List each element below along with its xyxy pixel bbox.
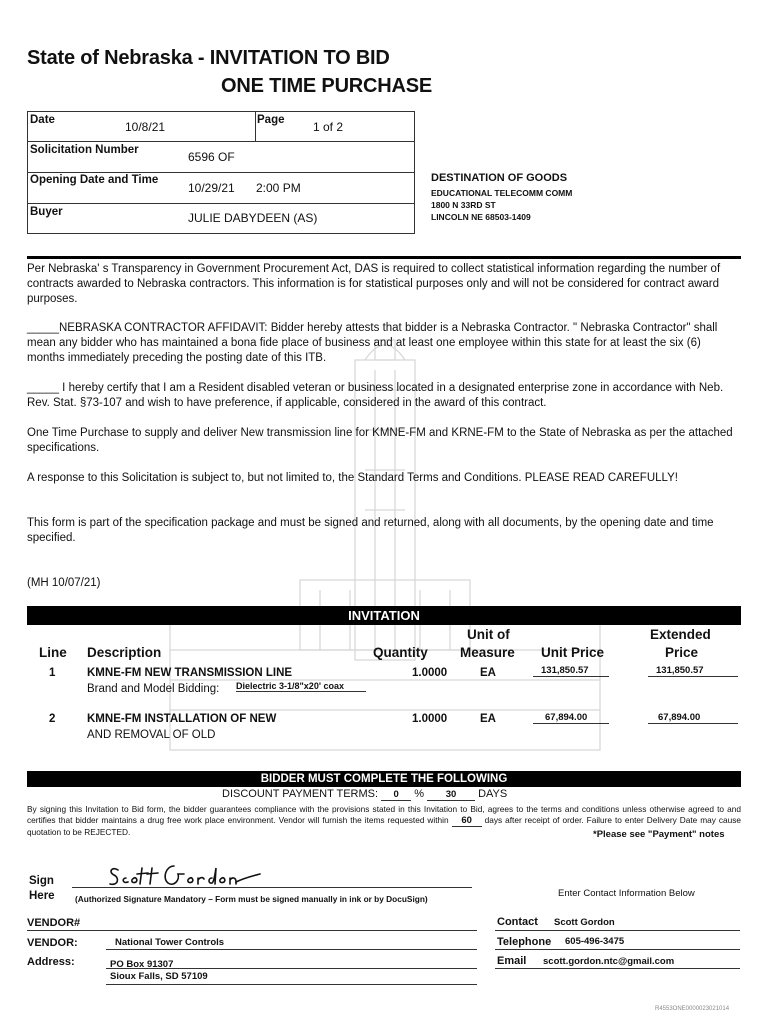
contact-label: Contact (497, 916, 538, 928)
address-label: Address: (27, 956, 75, 968)
page-value: 1 of 2 (313, 120, 344, 134)
contact-value[interactable]: Scott Gordon (554, 917, 615, 928)
section-divider (27, 256, 741, 259)
address-line1[interactable]: PO Box 91307 (110, 959, 174, 970)
nebraska-contractor-affidavit: _____NEBRASKA CONTRACTOR AFFIDAVIT: Bidder hereby attests that bidder is a Nebraska Contractor. " Nebraska Contractor" shall mean any bidder who has maintained a bona fide place of business and at least one employee within this state for at least the six (6) months immediately preceding the posting date of this ITB. (27, 322, 718, 364)
address-line (106, 968, 477, 969)
buyer-value: JULIE DABYDEEN (AS) (188, 211, 318, 225)
item-quantity: 1.0000 (412, 667, 448, 679)
sign-here-label (29, 874, 55, 904)
vendor-number-line[interactable] (27, 930, 477, 931)
vendor-label: VENDOR: (27, 937, 78, 949)
col-quantity-header: Quantity (373, 645, 428, 660)
page-label: Page (257, 114, 285, 126)
discount-label: DISCOUNT PAYMENT TERMS: (222, 788, 379, 800)
telephone-line (495, 949, 740, 950)
date-label: Date (30, 114, 55, 126)
address-line2[interactable]: Sioux Falls, SD 57109 (110, 971, 208, 982)
opening-date-value: 10/29/21 (188, 181, 235, 195)
signature-line (72, 887, 472, 888)
email-value[interactable]: scott.gordon.ntc@gmail.com (543, 956, 675, 967)
days-label: DAYS (478, 788, 508, 800)
buyer-label: Buyer (30, 206, 63, 218)
statement-text: By signing this Invitation to Bid form, the bidder guarantees compliance with the provisions stated in this Invitation to Bid, agrees to the terms and conditions unless otherwise agreed to and certifies that bidder maintains a drug free work place environment. Vendor will furnish the items requested within (27, 804, 741, 825)
vendor-number-label: VENDOR# (27, 917, 81, 929)
payment-note: *Please see "Payment" notes (593, 829, 725, 840)
col-line-header: Line (39, 645, 67, 660)
transparency-paragraph: Per Nebraska' s Transparency in Government Procurement Act, DAS is required to collect statistical information regarding the number of contracts awarded to Nebraska contractors. This information is for statistical purposes only and will not be considered for contract award purposes. (27, 263, 721, 305)
date-value: 10/8/21 (125, 120, 166, 134)
solicitation-number-value: 6596 OF (188, 150, 235, 164)
invitation-bar: INVITATION (27, 606, 741, 625)
item-line-number: 2 (49, 713, 56, 725)
document-title-line1: State of Nebraska - INVITATION TO BID (27, 47, 390, 69)
destination-line3: LINCOLN NE 68503-1409 (431, 212, 531, 222)
statement-text-end: days after receipt of order. Failure to enter Delivery Date may cause quotation to be REJECTED. (27, 815, 742, 837)
item-extended-price[interactable]: 67,894.00 (648, 712, 738, 724)
item-quantity: 1.0000 (412, 713, 448, 725)
contact-instructions: Enter Contact Information Below (558, 888, 695, 899)
vendor-value[interactable]: National Tower Controls (115, 937, 225, 948)
destination-block (431, 172, 572, 222)
email-line (495, 968, 740, 969)
address-line-2 (106, 984, 477, 985)
item-description-line2: AND REMOVAL OF OLD (87, 729, 216, 741)
item-unit-price[interactable]: 131,850.57 (533, 665, 609, 677)
col-description-header: Description (87, 645, 162, 660)
percent-sign: % (414, 788, 424, 800)
signature-image[interactable] (104, 860, 264, 890)
signature-note: (Authorized Signature Mandatory – Form must be signed manually in ink or by DocuSign) (75, 894, 428, 904)
opening-time-value: 2:00 PM (256, 181, 301, 195)
item-extended-price[interactable]: 131,850.57 (648, 665, 738, 677)
item-unit: EA (480, 667, 496, 679)
item-line-number: 1 (49, 667, 56, 679)
col-extended-header-2: Price (665, 645, 699, 660)
item-unit-price[interactable]: 67,894.00 (533, 712, 609, 724)
telephone-label: Telephone (497, 936, 552, 948)
contact-line (495, 930, 740, 931)
discount-terms (222, 788, 507, 801)
item-brand-label: Brand and Model Bidding: (87, 683, 220, 695)
telephone-value[interactable]: 605-496-3475 (565, 936, 625, 947)
col-unit-header-1: Unit of (467, 627, 510, 642)
item-brand-value[interactable]: Dielectric 3-1/8"x20' coax (236, 681, 366, 692)
item-description: KMNE-FM NEW TRANSMISSION LINE (87, 667, 293, 679)
here-label: Here (29, 890, 55, 902)
destination-heading: DESTINATION OF GOODS (431, 172, 568, 184)
veteran-certification: _____ I hereby certify that I am a Resident disabled veteran or business located in a designated enterprise zone in accordance with Neb. Rev. Stat. §73-107 and wish to have preference, if applicable, considered in the award of this contract. (27, 382, 724, 409)
form-revision: (MH 10/07/21) (27, 577, 101, 589)
sign-label: Sign (29, 875, 54, 887)
document-title-line2: ONE TIME PURCHASE (221, 75, 433, 97)
terms-notice: A response to this Solicitation is subject to, but not limited to, the Standard Terms and Conditions. PLEASE READ CAREFULLY! (27, 472, 678, 484)
discount-days-field[interactable]: 30 (427, 789, 475, 801)
col-unit-header-2: Measure (460, 645, 515, 660)
purchase-description: One Time Purchase to supply and deliver New transmission line for KMNE-FM and KRNE-FM to the State of Nebraska as per the attached specifications. (27, 427, 733, 454)
col-extended-header-1: Extended (650, 627, 711, 642)
bidder-bar: BIDDER MUST COMPLETE THE FOLLOWING (27, 771, 741, 787)
footer-code: R4553ONE0000023021014 (655, 1006, 730, 1012)
delivery-days-field[interactable]: 60 (452, 815, 482, 827)
signing-notice: This form is part of the specification package and must be signed and returned, along with all documents, by the opening date and time specified. (27, 517, 714, 544)
destination-line2: 1800 N 33RD ST (431, 200, 496, 210)
discount-percent-field[interactable]: 0 (381, 789, 411, 801)
item-unit: EA (480, 713, 496, 725)
opening-date-label: Opening Date and Time (30, 174, 159, 186)
solicitation-info-table (27, 111, 415, 234)
destination-line1: EDUCATIONAL TELECOMM COMM (431, 188, 573, 198)
col-unit-price-header: Unit Price (541, 645, 605, 660)
email-label: Email (497, 955, 527, 967)
solicitation-number-label: Solicitation Number (30, 144, 139, 156)
item-description: KMNE-FM INSTALLATION OF NEW (87, 713, 277, 725)
vendor-line (106, 949, 477, 950)
